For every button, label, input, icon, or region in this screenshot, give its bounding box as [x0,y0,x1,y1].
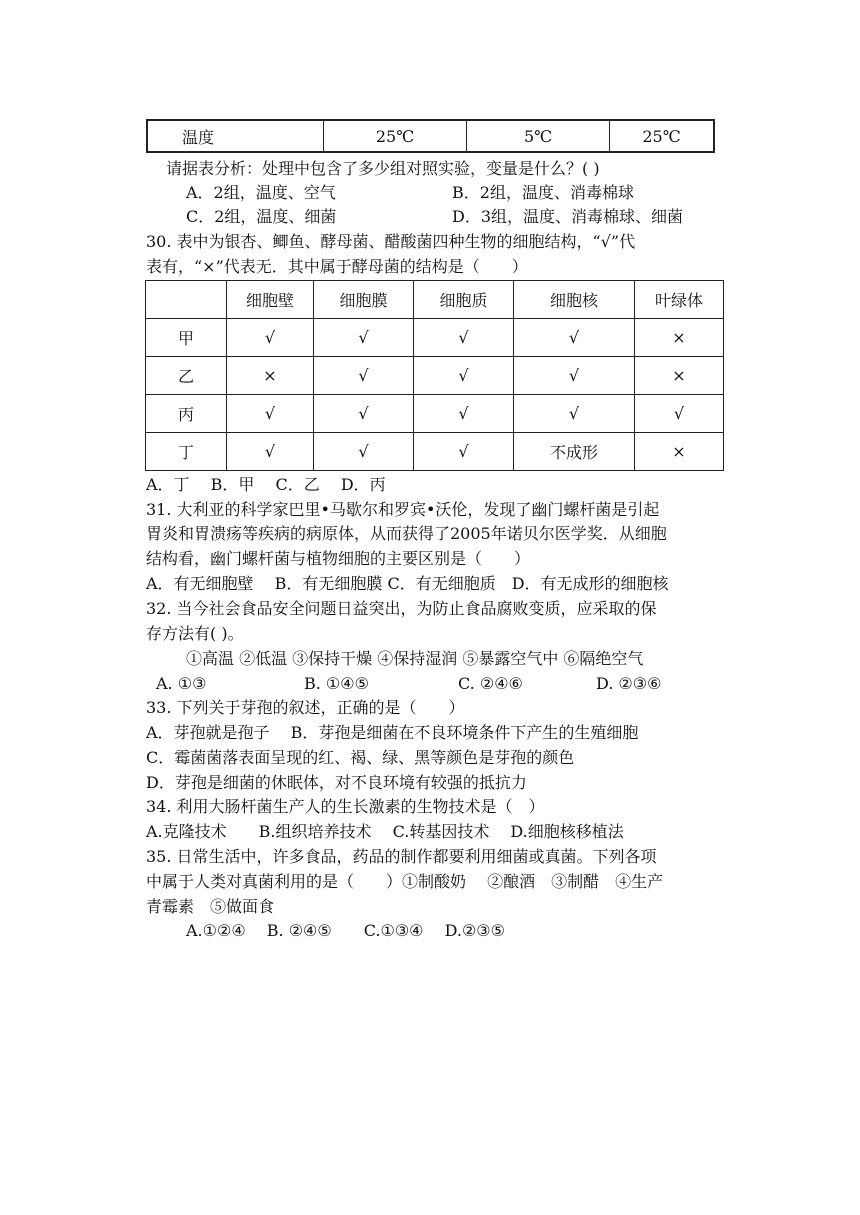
table-cell: 25℃ [324,120,467,152]
q30-stem-line1: 30. 表中为银杏、鲫鱼、酵母菌、醋酸菌四种生物的细胞结构，“√”代 [146,232,636,251]
q35-stem-line3: 青霉素 ⑤做面食 [146,897,275,916]
table-cell: × [635,433,724,471]
table-cell: √ [227,395,314,433]
option-c: C．2组，温度、细菌 [186,207,337,226]
q33-stem: 33. 下列关于芽孢的叙述，正确的是（ ） [146,698,465,717]
table-cell: √ [514,357,635,395]
table-cell: × [635,319,724,357]
table-cell: √ [414,319,514,357]
table-row [146,433,724,471]
cell-structure-table [145,280,724,471]
table-row [146,357,724,395]
table-header-cell [146,281,227,319]
table-cell: √ [314,433,414,471]
table-cell: √ [414,395,514,433]
table-cell: √ [514,319,635,357]
table-cell: √ [314,319,414,357]
option-d: D. ②③⑥ [596,674,662,693]
option-a: A．2组，温度、空气 [186,183,336,202]
q32-stem-line2: 存方法有( )。 [146,624,244,643]
table-header-cell: 叶绿体 [635,281,724,319]
table-cell: 乙 [146,357,227,395]
q35-stem-line2: 中属于人类对真菌利用的是（ ）①制酸奶 ②酿酒 ③制醋 ④生产 [146,872,664,891]
table-header-cell: 细胞核 [514,281,635,319]
table-cell: √ [314,357,414,395]
q32-options [156,672,661,696]
table-row [146,395,724,433]
table-cell: 甲 [146,319,227,357]
table-header-cell: 细胞壁 [227,281,314,319]
table-cell: √ [414,433,514,471]
table-header-cell: 细胞质 [414,281,514,319]
option-b: B. ①④⑤ [304,674,369,693]
table-cell: 不成形 [514,433,635,471]
option-a: A. ①③ [156,674,207,693]
table-cell: 丙 [146,395,227,433]
table-cell: × [635,357,724,395]
option-c: C. ②④⑥ [458,674,523,693]
table-cell: √ [227,433,314,471]
q35-options: A.①②④ B. ②④⑤ C.①③④ D.②③⑤ [186,921,505,940]
table-cell: √ [227,319,314,357]
q32-items: ①高温 ②低温 ③保持干燥 ④保持湿润 ⑤暴露空气中 ⑥隔绝空气 [186,649,644,668]
table-cell: √ [414,357,514,395]
table-cell: 5℃ [467,120,610,152]
q33-option-c: C．霉菌菌落表面呈现的红、褐、绿、黑等颜色是芽孢的颜色 [146,748,575,767]
q33-options-ab: A．芽孢就是孢子 B．芽孢是细菌在不良环境条件下产生的生殖细胞 [146,723,639,742]
temperature-table [146,119,715,153]
q29-options-cd [186,205,683,229]
table-cell: × [227,357,314,395]
table-row [146,319,724,357]
q35-stem-line1: 35. 日常生活中，许多食品，药品的制作都要利用细菌或真菌。下列各项 [146,847,657,866]
table-header-row [146,281,724,319]
q31-options: A．有无细胞壁 B．有无细胞膜 C．有无细胞质 D．有无成形的细胞核 [146,574,669,593]
table-header-cell: 细胞膜 [314,281,414,319]
table-cell: √ [514,395,635,433]
q31-stem-line3: 结构看，幽门螺杆菌与植物细胞的主要区别是（ ） [146,549,531,568]
table-cell: 25℃ [610,120,715,152]
table-cell: √ [314,395,414,433]
q32-stem-line1: 32. 当今社会食品安全问题日益突出，为防止食品腐败变质，应采取的保 [146,599,657,618]
q30-options: A．丁 B．甲 C．乙 D．丙 [146,475,386,494]
q30-stem-line2: 表有，“×”代表无．其中属于酵母菌的结构是（ ） [146,257,528,276]
q34-options: A.克隆技术 B.组织培养技术 C.转基因技术 D.细胞核移植法 [146,822,624,841]
q34-stem: 34. 利用大肠杆菌生产人的生长激素的生物技术是（ ） [146,797,545,816]
table-row [147,120,714,152]
q31-stem-line1: 31. 大利亚的科学家巴里•马歇尔和罗宾•沃伦，发现了幽门螺杆菌是引起 [146,500,660,519]
q29-options-ab [186,181,634,205]
table-cell: 温度 [147,120,324,152]
table-cell: √ [635,395,724,433]
option-b: B．2组，温度、消毒棉球 [452,183,634,202]
q31-stem-line2: 胃炎和胃溃疡等疾病的病原体，从而获得了2005年诺贝尔医学奖．从细胞 [146,524,667,543]
q29-stem: 请据表分析：处理中包含了多少组对照实验，变量是什么？( ) [166,159,600,178]
table-cell: 丁 [146,433,227,471]
option-d: D．3组，温度、消毒棉球、细菌 [452,207,684,226]
q33-option-d: D．芽孢是细菌的休眠体，对不良环境有较强的抵抗力 [146,773,527,792]
